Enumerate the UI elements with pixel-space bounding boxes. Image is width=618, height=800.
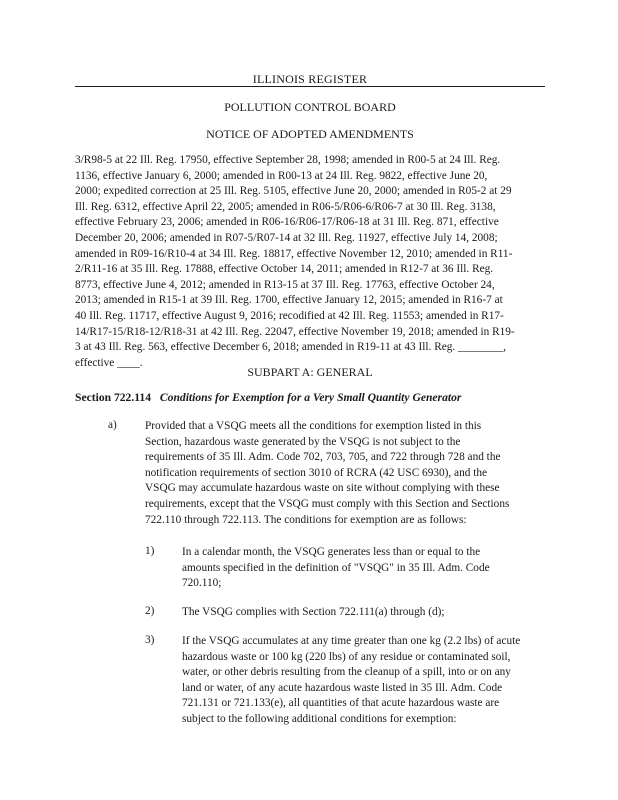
history-line: 8773, effective June 4, 2012; amended in R13-15 at 37 Ill. Reg. 17763, effective October 24, [75,278,495,291]
item-line: land or water, of any acute hazardous waste listed in 35 Ill. Adm. Code [182,681,503,694]
section-heading [75,391,555,404]
register-title: ILLINOIS REGISTER [252,72,368,86]
item-line: If the VSQG accumulates at any time greater than one kg (2.2 lbs) of acute [182,635,521,647]
item-1-label: 1) [145,545,155,557]
history-line: 2/R11-16 at 35 Ill. Reg. 17888, effective October 14, 2011; amended in R12-7 at 36 Ill. Reg. [75,263,494,276]
subsection-a-label: a) [108,419,117,431]
item-line: In a calendar month, the VSQG generates less than or equal to the [182,546,481,558]
paragraph-line: VSQG may accumulate hazardous waste on site without complying with these [145,482,500,495]
history-line: December 20, 2006; amended in R07-5/R07-14 at 32 Ill. Reg. 11927, effective July 14, 2008; [75,231,498,244]
history-line: 2013; amended in R15-1 at 39 Ill. Reg. 1700, effective January 12, 2015; amended in R16-7 at [75,294,503,307]
paragraph-line: notification requirements of section 3010 of RCRA (42 USC 6930), and the [145,466,487,479]
history-line: 2000; expedited correction at 25 Ill. Reg. 5105, effective June 20, 2000; amended in R05-2 at 29 [75,185,512,198]
section-caption: Conditions for Exemption for a Very Small Quantity Generator [159,391,462,404]
history-line: amended in R09-16/R10-4 at 34 Ill. Reg. 18817, effective November 12, 2010; amended in R11- [75,247,513,260]
history-line: 3 at 43 Ill. Reg. 563, effective December 6, 2018; amended in R19-11 at 43 Ill. Reg. ________, [75,341,507,354]
paragraph-line: requirements, except that the VSQG must comply with this Section and Sections [145,497,510,510]
item-line: hazardous waste or 100 kg (220 lbs) of any residue or contaminated soil, [182,650,511,663]
item-line: The VSQG complies with Section 722.111(a) through (d); [182,606,445,618]
history-line: Ill. Reg. 6312, effective April 22, 2005; amended in R06-5/R06-6/R06-7 at 30 Ill. Reg. 3138, [75,200,496,213]
item-line: water, or other debris resulting from the cleanup of a spill, into or on any [182,666,511,679]
history-line: effective February 23, 2006; amended in R06-16/R06-17/R06-18 at 31 Ill. Reg. 871, effective [75,216,499,229]
history-line: 14/R17-15/R18-12/R18-31 at 42 Ill. Reg. 22047, effective November 19, 2018; amended in R19- [75,325,515,338]
item-3-label: 3) [145,634,155,646]
history-line: 3/R98-5 at 22 Ill. Reg. 17950, effective September 28, 1998; amended in R00-5 at 24 Ill. Reg. [75,154,501,166]
history-line: 1136, effective January 6, 2000; amended in R00-13 at 24 Ill. Reg. 9822, effective June 20, [75,169,488,182]
header-divider [75,86,545,87]
history-line: 40 Ill. Reg. 11717, effective August 9, 2016; recodified at 42 Ill. Reg. 11553; amended in R17- [75,309,504,322]
section-number: Section 722.114 [75,391,152,404]
item-line: amounts specified in the definition of "VSQG" in 35 Ill. Adm. Code [182,561,490,574]
paragraph-line: requirements of 35 Ill. Adm. Code 702, 703, 705, and 722 through 728 and the [145,451,501,464]
item-3-text [182,634,542,728]
item-1-text [182,545,542,592]
item-2-label: 2) [145,605,155,617]
notice-title: NOTICE OF ADOPTED AMENDMENTS [206,127,414,141]
item-line: 720.110; [182,577,222,590]
paragraph-line: Provided that a VSQG meets all the conditions for exemption listed in this [145,420,482,432]
item-line: 721.131 or 721.133(e), all quantities of that acute hazardous waste are [182,697,500,710]
paragraph-line: Section, hazardous waste generated by the VSQG is not subject to the [145,435,461,448]
subpart-title: SUBPART A: GENERAL [247,365,373,379]
source-history [75,153,545,371]
board-name: POLLUTION CONTROL BOARD [224,100,396,114]
item-2-text [182,605,542,621]
item-line: subject to the following additional conditions for exemption: [182,712,457,725]
paragraph-line: 722.110 through 722.113. The conditions for exemption are as follows: [145,513,467,526]
subsection-a-text [145,419,545,528]
history-line: effective ____. [75,356,143,369]
